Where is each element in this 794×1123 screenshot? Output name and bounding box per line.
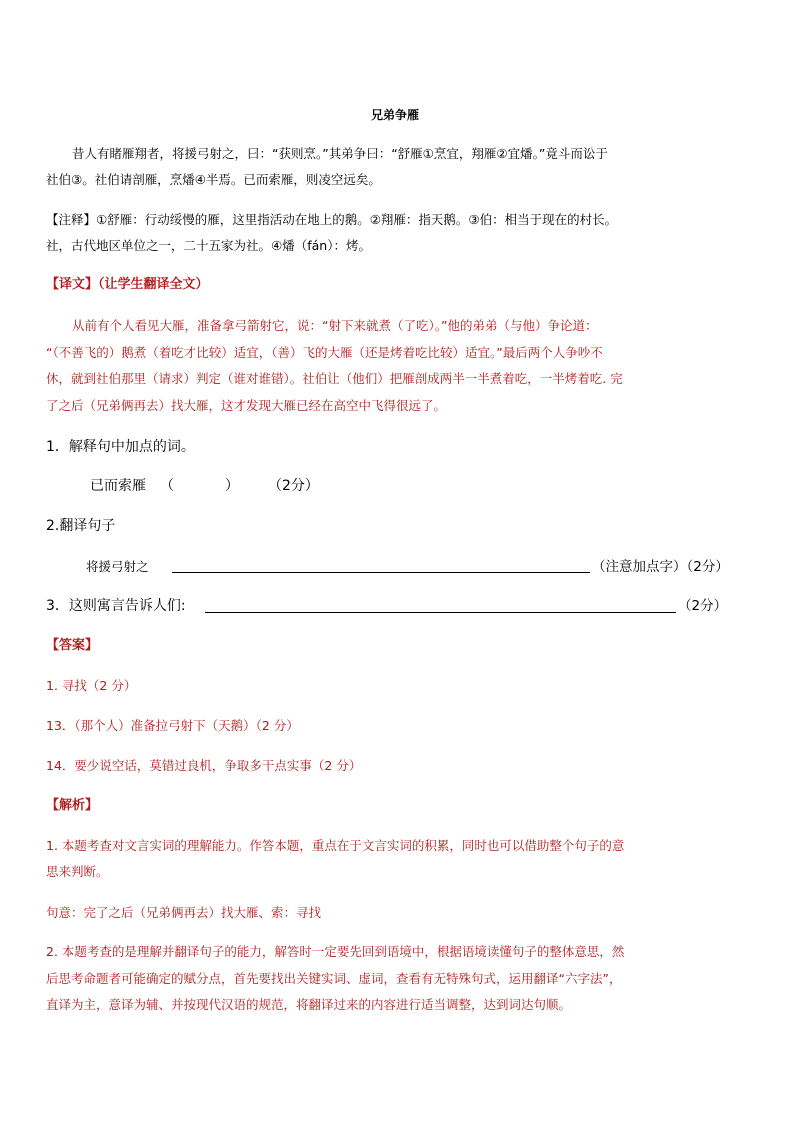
translation-line-4: 了之后（兄弟俩再去）找大雁，这才发现大雁已经在高空中飞得很远了。 [46,398,447,413]
question-3-answer-line[interactable] [205,611,676,613]
question-1-item: 已而索雁 [90,478,146,494]
translation-heading [46,277,209,293]
analysis-p1-line-1: 1. 本题考查对文言实词的理解能力。作答本题，重点在于文言实词的积累，同时也可以借助整个句子的意 [46,838,625,853]
question-2-answer-line[interactable] [172,571,590,573]
question-1-paren-open: （ [160,478,174,494]
passage-line-2: 社伯③。社伯请剖雁，烹燔④半焉。已而索雁，则凌空远矣。 [46,172,381,187]
question-1-score: （2分） [268,478,319,494]
question-1-label: 1．解释句中加点的词。 [46,439,195,455]
question-3-score: （2分） [678,598,728,614]
question-2-item: 将援弓射之 [86,559,149,574]
analysis-p1-line-2: 思来判断。 [46,864,109,879]
answer-2: 13．（那个人）准备拉弓射下（天鹅）（2 分） [46,718,299,733]
notes-line-2: 社，古代地区单位之一，二十五家为社。④燔（fán）：烤。 [46,238,371,253]
translation-heading-note: （让学生翻译全文） [98,277,209,292]
analysis-p2: 句意：完了之后（兄弟俩再去）找大雁、索：寻找 [46,905,322,920]
analysis-p3-line-1: 2. 本题考查的是理解并翻译句子的能力，解答时一定要先回到语境中，根据语境读懂句子的整体意思，然 [46,944,625,959]
question-1-answer-slot[interactable] [178,478,222,494]
document-title: 兄弟争雁 [371,108,420,122]
analysis-p3-line-2: 后思考命题者可能确定的赋分点，首先要找出关键实词、虚词，查看有无特殊句式，运用翻译“六字法”， [46,971,622,986]
passage-line-1: 昔人有睹雁翔者，将援弓射之，曰：“获则烹。”其弟争曰：“舒雁①烹宜，翔雁②宜燔。”竟斗而讼于 [72,146,608,161]
translation-line-2: “（不善飞的）鹅煮（着吃才比较）适宜，（善）飞的大雁（还是烤着吃比较）适宜。”最后两个人争吵不 [46,345,603,360]
question-3-label: 3．这则寓言告诉人们: [46,598,186,614]
analysis-heading: 【解析】 [46,798,99,813]
answer-1: 1. 寻找（2 分） [46,678,137,693]
analysis-p3-line-3: 直译为主，意译为辅、并按现代汉语的规范，将翻译过来的内容进行适当调整，达到词达句顺。 [46,997,572,1012]
answer-3: 14．要少说空话，莫错过良机，争取多干点实事（2 分） [46,758,362,773]
translation-line-3: 休，就到社伯那里（请求）判定（谁对谁错）。社伯让（他们）把雁剖成两半一半煮着吃，一半烤着吃. 完 [46,371,623,386]
translation-heading-tag: 【译文】 [46,277,99,292]
answers-heading: 【答案】 [46,638,99,653]
question-1-paren-close: ） [225,478,239,494]
translation-line-1: 从前有个人看见大雁，准备拿弓箭射它，说：“射下来就煮（了吃）。”他的弟弟（与他）争论道： [72,318,598,333]
question-2-note: （注意加点字）（2分） [592,559,729,575]
question-2-label: 2.翻译句子 [46,518,116,534]
notes-line-1: 【注释】①舒雁：行动绥慢的雁，这里指活动在地上的鹅。②翔雁：指天鹅。③伯：相当于现在的村长。 [46,212,618,227]
